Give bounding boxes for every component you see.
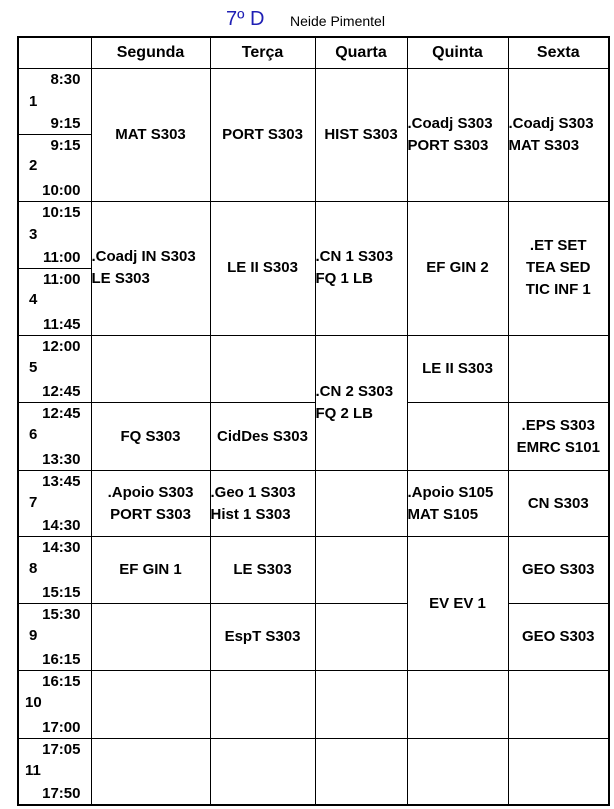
slot-start: 17:05 [42, 740, 81, 758]
slot-end: 10:00 [42, 181, 81, 199]
lesson-cell: LE S303 [210, 537, 315, 604]
lesson-cell: .Coadj IN S303 LE S303 [91, 201, 210, 335]
slot-end: 17:50 [42, 785, 81, 802]
slot-number: 6 [29, 426, 38, 444]
lesson-cell: PORT S303 [210, 68, 315, 201]
lesson-cell: MAT S303 [91, 68, 210, 201]
time-slot-11 [18, 738, 91, 805]
class-name: 7º D [226, 8, 265, 30]
empty-cell [508, 671, 609, 739]
time-slot-9 [18, 603, 91, 671]
time-slot-10 [18, 671, 91, 739]
slot-number: 1 [29, 92, 38, 110]
slot-start: 14:30 [42, 539, 81, 557]
lesson-cell: .Geo 1 S303 Hist 1 S303 [210, 470, 315, 537]
time-slot-1 [18, 68, 91, 135]
empty-cell [407, 671, 508, 739]
lesson-cell: .EPS S303 EMRC S101 [508, 403, 609, 471]
slot-number: 9 [29, 626, 38, 644]
slot-end: 11:00 [42, 249, 81, 267]
schedule-title [0, 8, 614, 34]
empty-cell [210, 335, 315, 403]
slot-end: 15:15 [42, 583, 81, 601]
lesson-cell: HIST S303 [315, 68, 407, 201]
slot-start: 8:30 [50, 70, 81, 88]
time-slot-2 [18, 135, 91, 202]
slot-number: 5 [29, 358, 38, 376]
lesson-cell: CN S303 [508, 470, 609, 537]
slot-start: 15:30 [42, 605, 81, 623]
slot-end: 17:00 [42, 718, 81, 736]
time-slot-8 [18, 537, 91, 604]
slot-end: 11:45 [42, 315, 81, 333]
slot-end: 14:30 [42, 517, 81, 535]
lesson-cell: .CN 1 S303 FQ 1 LB [315, 201, 407, 335]
teacher-name: Neide Pimentel [290, 13, 385, 29]
empty-cell [315, 470, 407, 537]
slot-number: 8 [29, 560, 38, 578]
slot-end: 16:15 [42, 651, 81, 669]
empty-cell [508, 335, 609, 403]
lesson-cell: LE II S303 [210, 201, 315, 335]
lesson-cell: .Coadj S303 MAT S303 [508, 68, 609, 201]
timetable [17, 36, 610, 806]
slot-end: 9:15 [50, 115, 81, 133]
slot-start: 11:00 [42, 271, 81, 289]
empty-cell [407, 738, 508, 805]
slot-end: 12:45 [42, 383, 81, 401]
corner-cell [18, 37, 91, 68]
lesson-cell: EF GIN 1 [91, 537, 210, 604]
empty-cell [315, 671, 407, 739]
lesson-cell: GEO S303 [508, 603, 609, 671]
empty-cell [315, 603, 407, 671]
lesson-cell: .CN 2 S303 FQ 2 LB [315, 335, 407, 470]
slot-end: 13:30 [42, 450, 81, 468]
slot-number: 2 [29, 157, 38, 175]
empty-cell [91, 671, 210, 739]
day-header: Quarta [315, 37, 407, 68]
empty-cell [210, 671, 315, 739]
lesson-cell: CidDes S303 [210, 403, 315, 471]
slot-start: 12:00 [42, 337, 81, 355]
time-slot-4 [18, 269, 91, 336]
day-header: Terça [210, 37, 315, 68]
slot-number: 3 [29, 225, 38, 243]
slot-start: 12:45 [42, 405, 81, 423]
lesson-cell: .Coadj S303 PORT S303 [407, 68, 508, 201]
empty-cell [91, 603, 210, 671]
lesson-cell: .Apoio S303 PORT S303 [91, 470, 210, 537]
lesson-cell: .Apoio S105 MAT S105 [407, 470, 508, 537]
empty-cell [407, 403, 508, 471]
lesson-cell: EF GIN 2 [407, 201, 508, 335]
time-slot-6 [18, 403, 91, 471]
time-slot-3 [18, 201, 91, 269]
empty-cell [315, 738, 407, 805]
slot-number: 4 [29, 291, 38, 309]
lesson-cell: FQ S303 [91, 403, 210, 471]
day-header: Sexta [508, 37, 609, 68]
lesson-cell: GEO S303 [508, 537, 609, 604]
slot-number: 7 [29, 493, 38, 511]
empty-cell [315, 537, 407, 604]
day-header: Quinta [407, 37, 508, 68]
time-slot-7 [18, 470, 91, 537]
lesson-cell: .ET SET TEA SED TIC INF 1 [508, 201, 609, 335]
slot-number: 11 [25, 761, 41, 779]
slot-start: 9:15 [50, 137, 81, 155]
empty-cell [210, 738, 315, 805]
day-header: Segunda [91, 37, 210, 68]
lesson-cell: EspT S303 [210, 603, 315, 671]
time-slot-5 [18, 335, 91, 403]
header-row [18, 37, 609, 68]
slot-start: 10:15 [42, 203, 81, 221]
empty-cell [91, 335, 210, 403]
slot-start: 16:15 [42, 673, 81, 691]
slot-start: 13:45 [42, 472, 81, 490]
empty-cell [508, 738, 609, 805]
lesson-cell: LE II S303 [407, 335, 508, 403]
empty-cell [91, 738, 210, 805]
slot-number: 10 [25, 694, 42, 712]
lesson-cell: EV EV 1 [407, 537, 508, 671]
